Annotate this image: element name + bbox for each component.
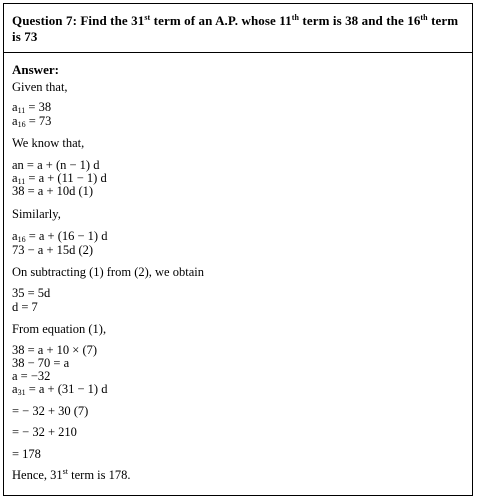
question-text: [12, 13, 464, 45]
answer-heading: Answer:: [12, 62, 59, 77]
subscript: 31: [17, 388, 26, 397]
eq1-line: 38 = a + 10d (1): [12, 184, 94, 198]
from-eq-line: From equation (1),: [12, 322, 107, 336]
question-box: [4, 4, 472, 53]
calc-line: 38 = a + 10 × (7): [12, 343, 98, 357]
subscript: 16: [17, 235, 26, 244]
question-part: term is 38 and the 16: [299, 13, 421, 28]
similarly-line: Similarly,: [12, 207, 61, 221]
term-base: a: [12, 100, 18, 114]
formula-line: an = a + (n − 1) d: [12, 158, 100, 172]
superscript: th: [291, 13, 300, 22]
term-base: a: [12, 114, 18, 128]
question-label: Question 7:: [12, 13, 78, 28]
superscript: th: [420, 13, 428, 22]
know-line: We know that,: [12, 136, 85, 150]
question-part: term of an A.P. whose 11: [150, 13, 292, 28]
term-base: a: [12, 382, 18, 396]
term-base: a: [12, 229, 18, 243]
term-rest: = a + (11 − 1) d: [25, 171, 107, 185]
conclusion-part: Hence, 31: [12, 468, 63, 482]
eq2-line: 73 − a + 15d (2): [12, 243, 94, 257]
subtract-line: On subtracting (1) from (2), we obtain: [12, 265, 204, 279]
a31-line: [12, 382, 107, 396]
subscript: 11: [17, 106, 26, 115]
content-frame: [3, 3, 473, 496]
calc-line: 38 − 70 = a: [12, 356, 70, 370]
superscript: st: [62, 467, 69, 476]
term-rest: = a + (31 − 1) d: [25, 382, 108, 396]
term-rest: = a + (16 − 1) d: [25, 229, 108, 243]
term-base: a: [12, 171, 18, 185]
superscript: st: [144, 13, 151, 22]
term-rest: = 73: [25, 114, 52, 128]
eq-a16-line: [12, 229, 107, 243]
conclusion-part: term is 178.: [68, 468, 131, 482]
a11-line: [12, 100, 51, 114]
result-line: = − 32 + 210: [12, 425, 77, 439]
term-rest: = 38: [25, 100, 52, 114]
subscript: 16: [17, 120, 26, 129]
a16-line: [12, 114, 51, 128]
conclusion-line: [12, 468, 131, 482]
result-line: = 178: [12, 447, 41, 461]
step-line: d = 7: [12, 300, 38, 314]
given-line: Given that,: [12, 80, 68, 94]
result-line: = − 32 + 30 (7): [12, 404, 89, 418]
question-part: Find the 31: [80, 13, 145, 28]
calc-line: a = −32: [12, 369, 51, 383]
question-part: term is 73: [12, 13, 459, 44]
subscript: 11: [17, 177, 26, 186]
step-line: 35 = 5d: [12, 286, 51, 300]
eq-a11-line: [12, 171, 107, 185]
